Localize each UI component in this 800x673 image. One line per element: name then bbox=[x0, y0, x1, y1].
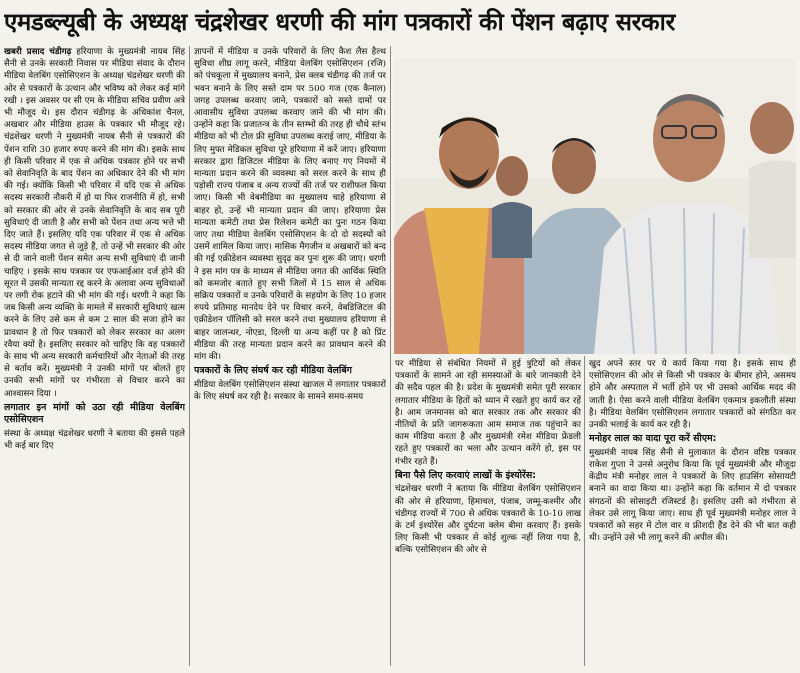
subheading: मनोहर लाल का वादा पूरा करें सीएम: bbox=[589, 433, 717, 445]
column-rule bbox=[189, 46, 190, 666]
paragraph: मुख्यमंत्री नायब सिंह सैनी से मुलाकात के दौरान वरिष्ठ पत्रकार राकेश गुप्ता ने उनसे अनुरोध किया कि पूर्व मुख्यमंत्री और मौजूदा केंद्रीय मंत्री मनोहर लाल ने पत्रकारों के लिए हाउसिंग सोसायटी बनाने का वादा किया था। उन्होंने कहा कि वर्तमान में दो पत्रकार संगठनों की सोसाइटी रजिस्टर्ड है। इसलिए उसी को गंभीरता से लेकर उसे लागू किया जाए। साथ ही पूर्व मुख्यमंत्री मनोहर लाल ने पत्रकारों को सहर में टोल वार व फ्रीशदी हैंड देने की भी बात कही थी। उन्होंने उसे भी लागू करने की अपील की। bbox=[589, 447, 796, 544]
article-column-4 bbox=[589, 358, 796, 668]
paragraph: ज्ञापनों में मीडिया व उनके परिवारों के लिए कैश लैस हैल्थ सुविधा शीघ्र लागू करने, मीडिया वेलबिंग एसोसिएशन (रजि) को पंचकूला में मुख्यालय बनाने, प्रेस क्लब चंडीगढ़ की तर्ज पर भवन बनाने के लिए सस्ते दाम पर 500 गज (एक कैनाल) जगह उपलब्ध करवाए जाने, पत्रकारों को सस्ते दामों पर आवासीय सुविधा उपलब्ध करवाए जाने की भी मांग की। उन्होंने कहा कि प्रजातन्त्र के तीन स्तम्भों की तरह ही चौथे स्तंभ मीडिया को भी टोल फ्री सुविधा उपलब्ध कराई जाए, मीडिया के लिए मुफ्त मेडिकल सुविधा पूरे हरियाणा में करें जाए। हरियाणा सरकार द्वारा डिजिटल मीडिया के लिए बनाए गए नियमों में मान्यता प्रदान करने की व्यवस्था को सरल करने के साथ ही पड़ोसी राज्य पंजाब व अन्य राज्यों की तर्ज पर राशीफल किया जाए। किसी भी वेबमीडिया का मुख्यालय चाहे हरियाणा से बाहर हो, उन्हें भी मान्यता प्रदान की जाए। हरियाणा प्रेस मान्यता कमेटी तथा प्रेस रिलेशन कमेटी का पुनः गठन किया जाए तथा मीडिया वेलबिंग एसोसिएशन के दो दो सदस्यों को उसमें शामिल किया जाए। मासिक मैगजीन व अखबारों को बन्द की गई एक्रीडेशन व्यवस्था सुदृढ़ कर पुनः शुरू की जाए। धरणी ने इस मांग पत्र के माध्यम से मीडिया जगत की आर्थिक स्थिति को कमजोर बताते हुए सभी जिलों में 15 साल से अधिक सक्रिय पत्रकारों व उनके परिवारों के सहयोग के लिए 10 हजार रुपये प्रतिमाह मानदेय देने पर विचार करने, वेबडिजिटल की एक्रीडेशन पॉलिसी को सरल करने तथा मुख्यालय हरियाणा से बाहर जालन्धर, नोएडा, दिल्ली या अन्य कहीं पर है को प्रिंट मीडिया की तरह मान्यता प्रदान करने का प्रावधान करने की मांग की। bbox=[194, 47, 386, 363]
person-far-right bbox=[749, 102, 796, 258]
paragraph: हरियाणा के मुख्यमंत्री नायब सिंह सैनी से उनके सरकारी निवास पर मीडिया संवाद के दौरान मीडिया वेलबिंग एसोसिएशन के अध्यक्ष चंद्रशेखर धरणी की ओर से पत्रकारों के उत्थान और भविष्य को लेकर कई मांगे रखी । इस अवसर पर सी एम के मीडिया सचिव प्रवीण अत्रे भी मौजूद थे। इस दौरान चंडीगढ़ के अधिकांश चैनल, अखबार और मीडिया हाउस के पत्रकार भी मौजूद रहे। चंद्रशेखर धरणी ने मुख्यमंत्री नायब सैनी से पत्रकारों की पेंशन राशि 30 हजार रुपए करने की मांग की। इसके साथ ही किसी परिवार में एक से अधिक पत्रकार होने पर सभी को सेवानिवृति के बाद पेंशन का अधिकार देने की भी मांग की गई। क्योंकि किसी भी परिवार में यदि एक से अधिक सदस्य सरकारी नौकरी में हो या फिर राजनीति में हो, सभी को सरकार की ओर से उनके सेवानिवृति के बाद सब पूरी सुविधाएं दी जाती है और सभी को पेंशन तथा अन्य भत्ते भी दिए जाते हैं। इसलिए यदि एक परिवार में एक से अधिक सदस्य मीडिया जगत से जुड़े हैं, तो उन्हें भी सरकार की ओर से दी जाने वाली पेंशन समेत अन्य सभी सुविधाएं दी जानी चाहिए । इसके साथ पत्रकार पर एफआईआर दर्ज होने की सूरत में उसकी मान्यता रद्द करने के अलावा अन्य सुविधाओं पर लगी रोक हटाने की भी मांग की गई। धरणी ने कहा कि जब किसी अन्य व्यक्ति के मामले में सरकारी सुविधाएं खत्म करने के लिए उसे कम से कम 2 साल की सजा होने का प्रावधान है तो फिर पत्रकारों को लेकर सरकार का अलग रवैया क्यों है। इसलिए सरकार को चाहिए कि वह पत्रकारों के साथ भी अन्य सरकारी कर्मचारियों और नेताओं की तरह से बर्ताव करें। मुख्यमंत्री ने उनकी मांगों पर बोलते हुए उनकी सभी मांगों पर गंभीरता से विचार करने का आश्वासन दिया । bbox=[4, 47, 185, 399]
subheading: लगातार इन मांगों को उठा रही मीडिया वेलबिंग एसोसिएशन bbox=[4, 401, 185, 426]
headline: एमडब्ल्यूबी के अध्यक्ष चंद्रशेखर धरणी की मांग पत्रकारों की पेंशन बढ़ाए सरकार bbox=[4, 8, 676, 36]
paragraph: खुद अपने स्तर पर ये कार्य किया गया है। इसके साथ ही एसोसिएशन की ओर से किसी भी पत्रकार के बीमार होने, असमय होने और अस्पताल में भर्ती होने पर भी उसको आर्थिक मदद की जाती है। ऐसा करने वाली मीडिया वेलबिंग एकमात्र इकलौती संस्था है। मीडिया वेलबिंग एसोसिएशन लगातार पत्रकारों को संगठित कर उनकी भलाई के कार्य कर रही है। bbox=[589, 359, 796, 431]
news-photo bbox=[394, 58, 796, 354]
article-column-1 bbox=[4, 46, 185, 668]
photo-illustration bbox=[394, 58, 796, 354]
column-rule bbox=[584, 356, 585, 666]
person-background bbox=[492, 156, 532, 258]
paragraph: चंद्रशेखर धरणी ने बताया कि मीडिया वेलबिंग एसोसिएशन की ओर से हरियाणा, हिमाचल, पंजाब, जम्मू-कश्मीर और चंडीगढ़ राज्यों में 700 से अधिक पत्रकारों के 10-10 लाख के टर्म इंश्योरेंस और दुर्घटना क्लेम बीमा करवाए हैं। इसके लिए किसी भी पत्रकार से कोई शुल्क नहीं लिया गया है, बल्कि एसोसिएशन की ओर से bbox=[395, 484, 581, 556]
subheading: बिना पैसे लिए करवाएं लाखों के इंश्योरेंस: bbox=[395, 469, 536, 481]
paragraph: पर मीडिया से संबंधित नियमों में हुई त्रुटियों को लेकर पत्रकारों के सामने आ रही समस्याओं के बारे जानकारी देने की सदैव पहल की है। प्रदेश के मुख्यमंत्री समेत पूरी सरकार लगातार मीडिया के हितों को ध्यान में रखते हुए कार्य कर रहें है। आम जनमानस को बात सरकार तक और सरकार की नीतियों के प्रति जागरूकता आम समाज तक पहुंचाने का काम मीडिया करता है और मुख्यमंत्री रमेश मीडिया फ्रेंडली रहते हुए पत्रकारों का भला और उत्थान करेंगे हो, इस पर गंभीर रहते हैं। bbox=[395, 359, 581, 467]
paragraph: संस्था के अध्यक्ष चंद्रशेखर धरणी ने बताया की इससे पहले भी कई बार दिए bbox=[4, 428, 185, 452]
subheading: पत्रकारों के लिए संघर्ष कर रही मीडिया वेलबिंग bbox=[194, 365, 352, 377]
paragraph: मीडिया वेलबिंग एसोसिएशन संस्था खाजल में लगातार पत्रकारों के लिए संघर्ष कर रही है। सरकार के सामने समय-समय bbox=[194, 379, 386, 402]
column-rule bbox=[390, 46, 391, 666]
article-column-3 bbox=[395, 358, 581, 668]
article-column-2 bbox=[194, 46, 386, 668]
dateline: खबरी प्रसाद चंडीगढ़ bbox=[4, 47, 72, 57]
